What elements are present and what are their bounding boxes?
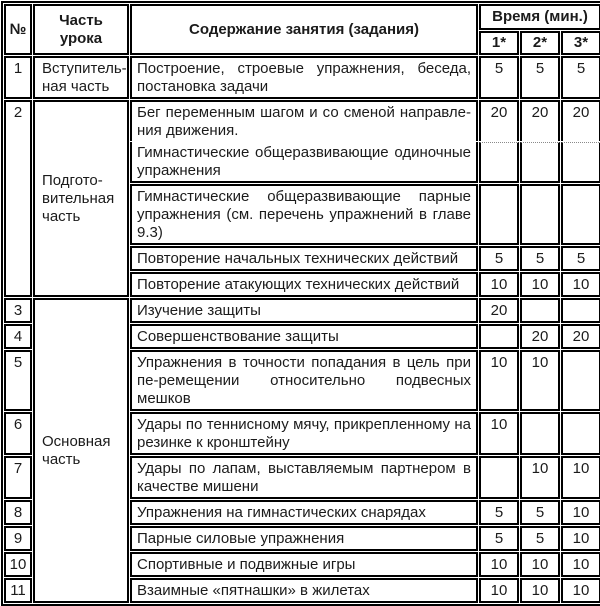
header-lesson-part: Часть урока [33, 4, 129, 55]
time-2 [520, 142, 560, 183]
time-1: 10 [479, 350, 519, 411]
time-1: 20 [479, 298, 519, 323]
task-content: Построение, строевые упражнения, беседа, постановка задачи [130, 56, 478, 99]
time-2 [520, 412, 560, 455]
header-time-1: 1* [479, 31, 519, 55]
time-1: 10 [479, 412, 519, 455]
time-1: 10 [479, 578, 519, 603]
task-content: Упражнения на гимнастических снарядах [130, 500, 478, 525]
row-number: 1 [4, 56, 32, 99]
task-content: Повторение атакующих технических действий [130, 272, 478, 297]
task-content: Спортивные и подвижные игры [130, 552, 478, 577]
row-number: 5 [4, 350, 32, 411]
time-1 [479, 184, 519, 245]
time-1: 10 [479, 552, 519, 577]
time-3: 5 [561, 246, 600, 271]
time-1: 20 [479, 100, 519, 141]
time-1 [479, 142, 519, 183]
row-number: 4 [4, 324, 32, 349]
row-number: 2 [4, 100, 32, 297]
task-content: Гимнастические общеразвивающие парные упражнения (см. перечень упражнений в главе 9.3) [130, 184, 478, 245]
time-2: 10 [520, 578, 560, 603]
time-3: 10 [561, 500, 600, 525]
task-content: Удары по лапам, выставляемым партнером в качестве мишени [130, 456, 478, 499]
header-time: Время (мин.) [479, 4, 600, 30]
time-2 [520, 298, 560, 323]
lesson-part: Основная часть [33, 298, 129, 603]
row-number: 6 [4, 412, 32, 455]
table-row [4, 56, 600, 99]
table-row [4, 100, 600, 141]
lesson-plan-table [1, 1, 600, 606]
task-content: Парные силовые упражнения [130, 526, 478, 551]
time-2: 5 [520, 246, 560, 271]
time-3: 5 [561, 56, 600, 99]
time-3: 10 [561, 552, 600, 577]
lesson-part: Вступитель-ная часть [33, 56, 129, 99]
time-1: 5 [479, 246, 519, 271]
time-2: 10 [520, 350, 560, 411]
table-row [4, 298, 600, 323]
lesson-part: Подгото-вительная часть [33, 100, 129, 297]
time-1: 5 [479, 526, 519, 551]
row-number: 10 [4, 552, 32, 577]
task-content: Упражнения в точности попадания в цель при пе-ремещении относительно подвесных мешков [130, 350, 478, 411]
time-3 [561, 298, 600, 323]
task-content: Повторение начальных технических действий [130, 246, 478, 271]
time-2: 5 [520, 500, 560, 525]
task-content: Бег переменным шагом и со сменой направле-ния движения. [130, 100, 478, 141]
time-3 [561, 142, 600, 183]
header-row-1 [4, 4, 600, 30]
time-2: 10 [520, 552, 560, 577]
time-2: 20 [520, 324, 560, 349]
time-3: 10 [561, 578, 600, 603]
time-2: 5 [520, 526, 560, 551]
time-1: 10 [479, 272, 519, 297]
time-3: 10 [561, 526, 600, 551]
time-1: 5 [479, 500, 519, 525]
task-content: Гимнастические общеразвивающие одиночные упражнения [130, 142, 478, 183]
task-content: Удары по теннисному мячу, прикрепленному на резинке к кронштейну [130, 412, 478, 455]
time-1 [479, 324, 519, 349]
time-3: 10 [561, 456, 600, 499]
time-3: 20 [561, 100, 600, 141]
time-3 [561, 412, 600, 455]
task-content: Изучение защиты [130, 298, 478, 323]
time-2: 5 [520, 56, 560, 99]
row-number: 7 [4, 456, 32, 499]
time-1: 5 [479, 56, 519, 99]
task-content: Совершенствование защиты [130, 324, 478, 349]
row-number: 3 [4, 298, 32, 323]
row-number: 11 [4, 578, 32, 603]
header-number: № [4, 4, 32, 55]
header-time-2: 2* [520, 31, 560, 55]
row-number: 8 [4, 500, 32, 525]
time-2: 10 [520, 456, 560, 499]
time-3: 10 [561, 272, 600, 297]
time-3 [561, 350, 600, 411]
row-number: 9 [4, 526, 32, 551]
header-time-3: 3* [561, 31, 600, 55]
time-2 [520, 184, 560, 245]
time-3: 20 [561, 324, 600, 349]
time-1 [479, 456, 519, 499]
time-2: 10 [520, 272, 560, 297]
time-3 [561, 184, 600, 245]
task-content: Взаимные «пятнашки» в жилетах [130, 578, 478, 603]
time-2: 20 [520, 100, 560, 141]
header-content: Содержание занятия (задания) [130, 4, 478, 55]
